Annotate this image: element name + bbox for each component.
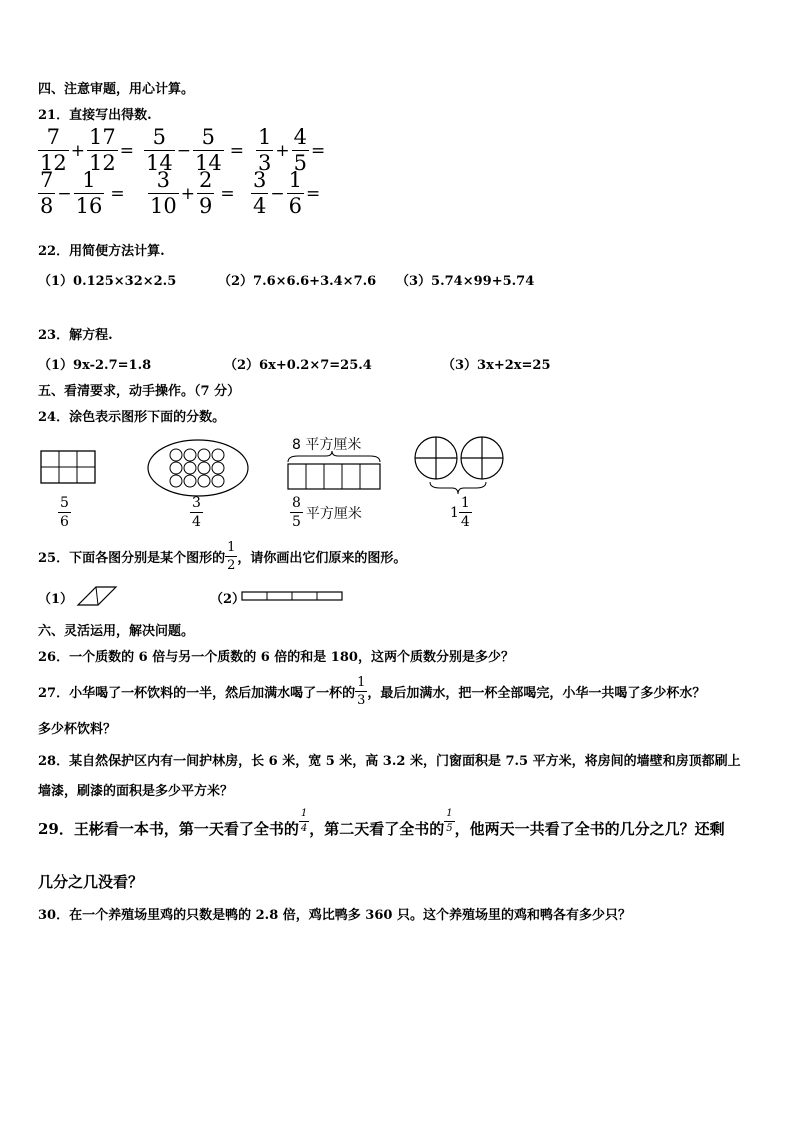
q25-title: 25．下面各图分别是某个图形的 $\frac{1}{2}$ ，请你画出它们原来的图形。	[38, 540, 407, 573]
q22-item-3: （3）5.74×99+5.74	[396, 274, 535, 289]
q23-title: 23．解方程.	[38, 328, 113, 343]
q21-expr-2: $\frac{5}{14}$ − $\frac{5}{14}$ =	[146, 125, 244, 175]
q25-strip-shape	[240, 590, 344, 602]
q28-line-2: 墙漆，刷漆的面积是多少平方米？	[38, 784, 234, 799]
q24-fraction-2: $\frac{3}{4}$	[192, 495, 201, 530]
q23-item-3: （3）3x+2x=25	[442, 358, 551, 373]
q24-ellipse-circles	[146, 438, 250, 498]
q27-line-1: 27．小华喝了一杯饮料的一半，然后加满水喝了一杯的 $\frac{1}{3}$ ，最后加满水，把一杯全部喝完，小华一共喝了多少杯水？	[38, 675, 706, 708]
q27-line-2: 多少杯饮料？	[38, 722, 117, 737]
q29-line-2: 几分之几没看？	[38, 873, 144, 891]
q24-area-label: 8 平方厘米	[292, 437, 362, 453]
q30-text: 30．在一个养殖场里鸡的只数是鸭的 2.8 倍，鸡比鸭多 360 只。这个养殖场里的鸡和鸭各有多少只？	[38, 908, 631, 923]
q24-title: 24．涂色表示图形下面的分数。	[38, 410, 226, 425]
q28-line-1: 28．某自然保护区内有一间护林房，长 6 米，宽 5 米，高 3.2 米，门窗面积是 7.5 平方米，将房间的墙壁和房顶都刷上	[38, 754, 741, 769]
q26-text: 26．一个质数的 6 倍与另一个质数的 6 倍的和是 180，这两个质数分别是多少？	[38, 650, 514, 665]
q22-item-1: （1）0.125×32×2.5	[38, 274, 177, 289]
section-5-heading: 五、看清要求，动手操作。（7 分）	[38, 384, 241, 399]
section-4-heading: 四、注意审题，用心计算。	[38, 82, 195, 97]
q22-item-2: （2）7.6×6.6+3.4×7.6	[218, 274, 377, 289]
q21-title: 21．直接写出得数.	[38, 108, 152, 123]
q24-grid-rectangle	[40, 450, 98, 486]
q22-title: 22．用简便方法计算.	[38, 244, 165, 259]
q24-strip-with-brace	[284, 450, 384, 492]
q24-fraction-1: $\frac{5}{6}$	[60, 495, 69, 530]
q23-item-1: （1）9x-2.7=1.8	[38, 358, 152, 373]
q25-label-2: （2）	[210, 592, 246, 607]
q21-expr-5: $\frac{3}{10}$ + $\frac{2}{9}$ =	[150, 168, 235, 218]
q29-line-1: 29．王彬看一本书，第一天看了全书的 $\frac{1}{4}$ ，第二天看了全书的 $\frac{1}{5}$ ，他两天一共看了全书的几分之几？还剩	[38, 808, 725, 838]
q25-label-1: （1）	[38, 592, 74, 607]
q24-two-circles	[414, 434, 510, 496]
q21-expr-3: $\frac{1}{3}$ + $\frac{4}{5}$ =	[258, 125, 326, 175]
q25-parallelogram-shape	[70, 585, 120, 607]
q23-item-2: （2）6x+0.2×7=25.4	[224, 358, 372, 373]
q21-expr-4: $\frac{7}{8}$ − $\frac{1}{16}$ =	[40, 168, 125, 218]
q21-expr-1: $\frac{7}{12}$ + $\frac{17}{12}$ =	[40, 125, 134, 175]
q24-fraction-3: $\frac{8}{5}$ 平方厘米	[292, 495, 362, 530]
section-6-heading: 六、灵活运用，解决问题。	[38, 624, 195, 639]
q24-fraction-4: 1 $\frac{1}{4}$	[450, 495, 470, 530]
q21-expr-6: $\frac{3}{4}$ − $\frac{1}{6}$ =	[253, 168, 321, 218]
